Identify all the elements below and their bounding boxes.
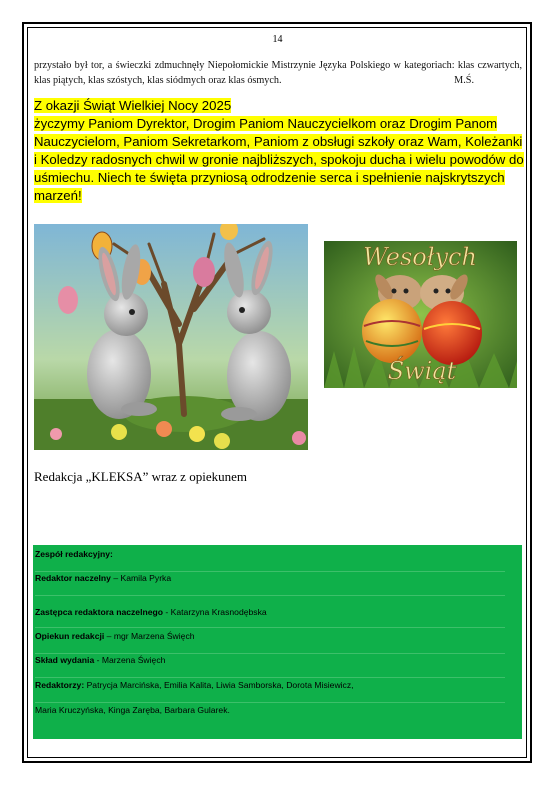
- easter-wishes: [34, 97, 524, 205]
- wishes-body: życzymy Paniom Dyrektor, Drogim Paniom Nauczycielkom oraz Drogim Panom Nauczycielom, Paniom Sekretarkom, Paniom z obsługi szkoły oraz Wam, Koleżanki i Koledzy radosnych chwil w gronie najbliższych, spokoju ducha i wielu powodów do uśmiechu. Niech te święta przyniosą odrodzenie serca i spełnienie najskrytszych marzeń!: [34, 116, 524, 203]
- editor-value: – Kamila Pyrka: [110, 573, 172, 583]
- intro-signature: M.Ś.: [454, 75, 474, 86]
- editors-label: Redaktorzy:: [35, 680, 85, 690]
- deputy-label: Zastępca redaktora naczelnego: [35, 607, 163, 617]
- editors-value: Patrycja Marcińska, Emilia Kalita, Liwia Samborska, Dorota Misiewicz,: [84, 680, 354, 690]
- editorial-team-box: [33, 545, 522, 739]
- intro-paragraph: [34, 58, 522, 88]
- layout-value: - Marzena Święch: [94, 655, 166, 665]
- card-title-line2: Świąt: [387, 357, 457, 385]
- card-title-line1: Wesołych: [363, 243, 477, 271]
- editorial-signoff: Redakcja „KLEKSA” wraz z opiekunem: [34, 469, 247, 484]
- team-editor-row: [35, 569, 505, 596]
- deputy-value: - Katarzyna Krasnodębska: [163, 607, 267, 617]
- editors-value-2: Maria Kruczyńska, Kinga Zaręba, Barbara Gularek.: [35, 705, 230, 715]
- page-number: 14: [272, 34, 283, 45]
- wesolych-swiat-card: [324, 241, 517, 388]
- wishes-title: Z okazji Świąt Wielkiej Nocy 2025: [34, 98, 232, 113]
- intro-text: przystało był tor, a świeczki zdmuchnęły Niepołomickie Mistrzynie Języka Polskiego w kategoriach: klas czwartych, klas piątych, klas szóstych, klas siódmych oraz klas ósmych.: [34, 60, 522, 86]
- easter-bunnies-illustration: [34, 224, 308, 450]
- advisor-value: – mgr Marzena Święch: [104, 631, 195, 641]
- advisor-label: Opiekun redakcji: [35, 631, 105, 641]
- editor-label: Redaktor naczelny: [35, 573, 111, 583]
- team-advisor-row: [35, 627, 505, 654]
- layout-label: Skład wydania: [35, 655, 95, 665]
- team-layout-row: [35, 651, 505, 678]
- team-heading: Zespół redakcyjny:: [35, 549, 113, 559]
- team-heading-row: [35, 545, 505, 572]
- team-deputy-row: [35, 601, 505, 628]
- team-editors-row-2: [35, 701, 505, 727]
- team-editors-row: [35, 676, 505, 703]
